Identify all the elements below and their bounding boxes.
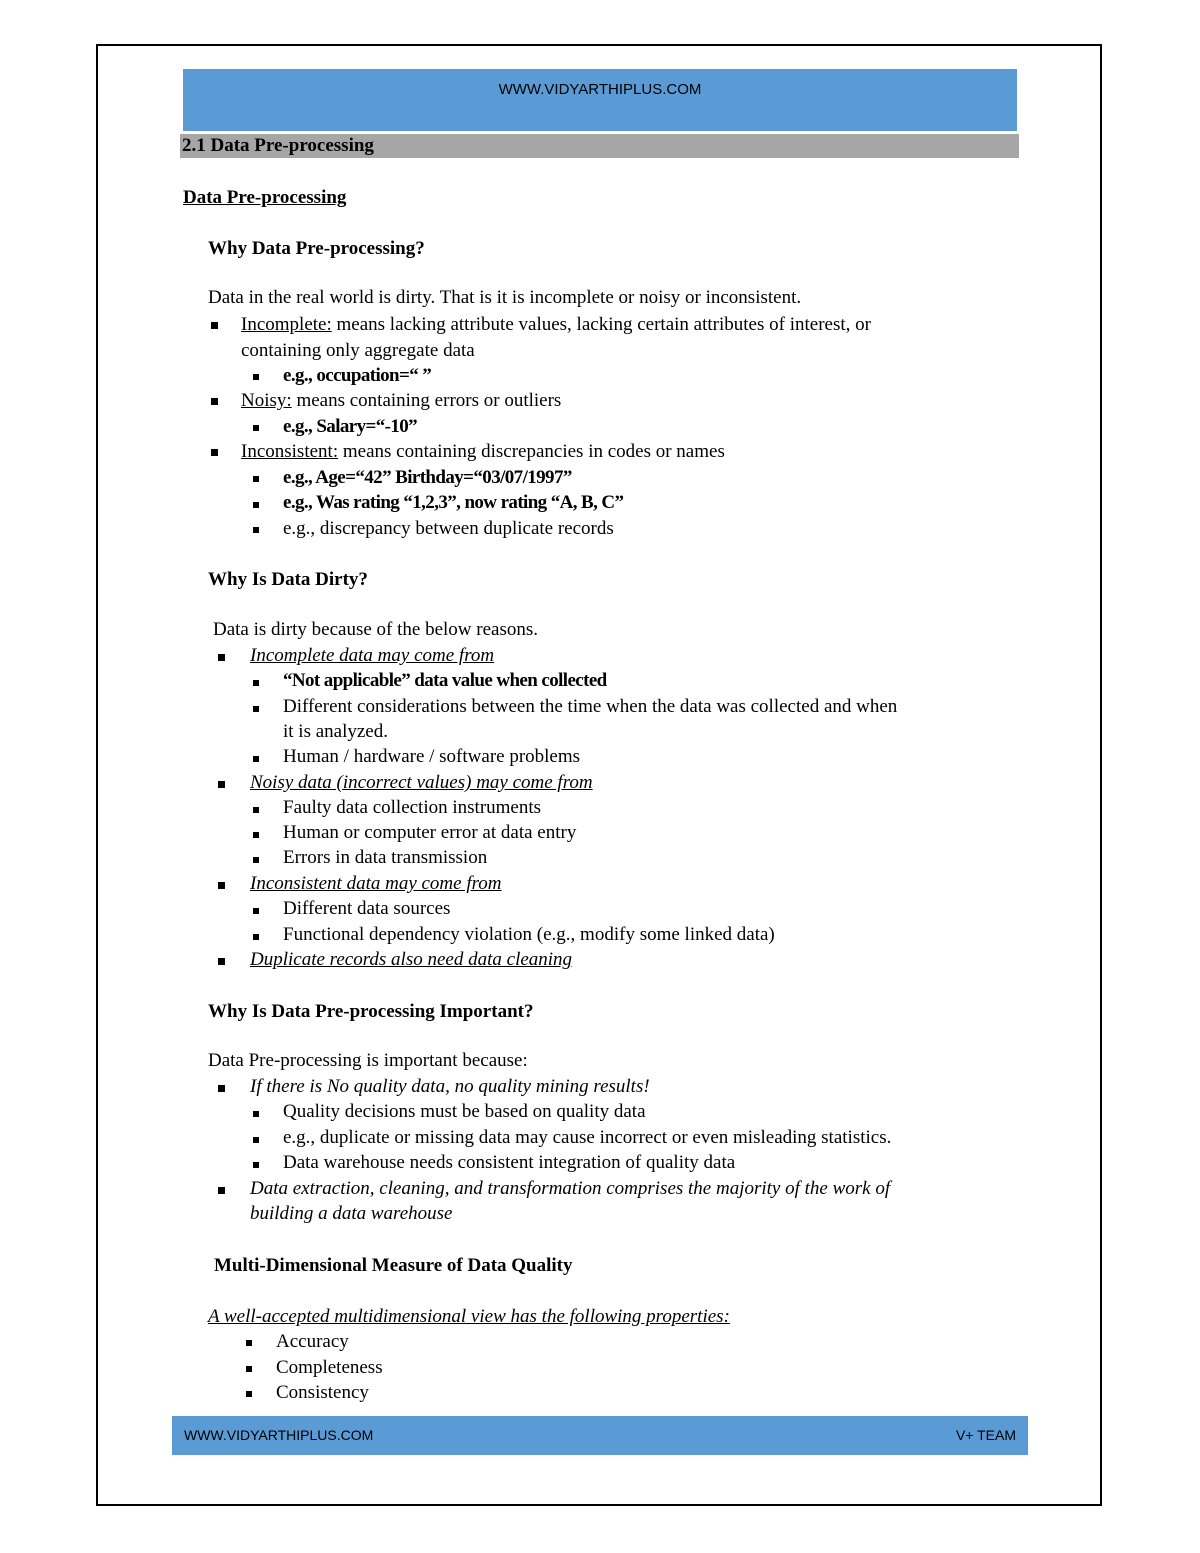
inconsistent-example-2: e.g., Was rating “1,2,3”, now rating “A, B, C” xyxy=(283,492,624,513)
dirty-intro: Data is dirty because of the below reasons. xyxy=(213,619,539,640)
noisy-line xyxy=(241,389,561,413)
noisy-label: Noisy: xyxy=(241,390,292,411)
inconsistent-example-3: e.g., discrepancy between duplicate records xyxy=(283,518,614,539)
page-border xyxy=(96,44,1102,1506)
dirty-noisy-head: Noisy data (incorrect values) may come from xyxy=(250,772,593,793)
bullet-icon xyxy=(253,680,259,686)
bullet-icon xyxy=(253,502,259,508)
dirty-inconsistent-item: Functional dependency violation (e.g., modify some linked data) xyxy=(283,924,775,945)
important-head-1: If there is No quality data, no quality mining results! xyxy=(250,1076,650,1097)
inconsistent-label: Inconsistent: xyxy=(241,441,339,462)
header-site: WWW.VIDYARTHIPLUS.COM xyxy=(498,81,702,98)
inconsistent-example-1: e.g., Age=“42” Birthday=“03/07/1997” xyxy=(283,467,572,488)
footer-band xyxy=(172,1416,1028,1455)
bullet-icon xyxy=(253,857,259,863)
why-intro: Data in the real world is dirty. That is it is incomplete or noisy or inconsistent. xyxy=(208,287,802,308)
bullet-icon xyxy=(253,706,259,712)
incomplete-line xyxy=(241,313,871,337)
bullet-icon xyxy=(246,1391,252,1397)
bullet-icon xyxy=(253,934,259,940)
main-heading: Data Pre-processing xyxy=(183,187,347,208)
heading-data-quality: Multi-Dimensional Measure of Data Quality xyxy=(214,1255,573,1276)
dirty-incomplete-head: Incomplete data may come from xyxy=(250,645,495,666)
quality-subheading: A well-accepted multidimensional view has the following properties: xyxy=(208,1306,730,1327)
dirty-incomplete-item: Different considerations between the time when the data was collected and when xyxy=(283,696,898,717)
bullet-icon xyxy=(253,476,259,482)
bullet-icon xyxy=(218,1187,225,1194)
bullet-icon xyxy=(253,527,259,533)
bullet-icon xyxy=(211,322,218,329)
heading-why-dirty: Why Is Data Dirty? xyxy=(208,569,368,590)
bullet-icon xyxy=(246,1366,252,1372)
noisy-example: e.g., Salary=“-10” xyxy=(283,416,418,437)
bullet-icon xyxy=(218,781,225,788)
header-band xyxy=(183,69,1017,131)
dirty-noisy-item: Faulty data collection instruments xyxy=(283,797,542,818)
bullet-icon xyxy=(253,807,259,813)
bullet-icon xyxy=(211,449,218,456)
bullet-icon xyxy=(253,374,259,380)
bullet-icon xyxy=(253,832,259,838)
bullet-icon xyxy=(246,1340,252,1346)
bullet-icon xyxy=(211,398,218,405)
incomplete-example: e.g., occupation=“ ” xyxy=(283,365,432,386)
inconsistent-text: means containing discrepancies in codes or names xyxy=(338,441,725,462)
section-title: 2.1 Data Pre-processing xyxy=(180,134,1019,158)
footer-team: V+ TEAM xyxy=(955,1427,1016,1443)
dirty-incomplete-item: Human / hardware / software problems xyxy=(283,746,581,767)
noisy-text: means containing errors or outliers xyxy=(291,390,562,411)
footer-site: WWW.VIDYARTHIPLUS.COM xyxy=(184,1427,374,1443)
quality-item: Consistency xyxy=(276,1382,369,1403)
incomplete-label: Incomplete: xyxy=(241,314,332,335)
dirty-incomplete-item: “Not applicable” data value when collected xyxy=(283,670,607,691)
dirty-incomplete-item-cont: it is analyzed. xyxy=(283,721,388,742)
bullet-icon xyxy=(253,908,259,914)
bullet-icon xyxy=(253,756,259,762)
important-head-2-cont: building a data warehouse xyxy=(250,1203,453,1224)
quality-item: Completeness xyxy=(276,1357,383,1378)
important-item: Data warehouse needs consistent integration of quality data xyxy=(283,1152,736,1173)
dirty-inconsistent-head: Inconsistent data may come from xyxy=(250,873,502,894)
bullet-icon xyxy=(218,958,225,965)
bullet-icon xyxy=(218,654,225,661)
bullet-icon xyxy=(253,1137,259,1143)
inconsistent-line xyxy=(241,440,725,464)
bullet-icon xyxy=(253,1162,259,1168)
important-item: Quality decisions must be based on quality data xyxy=(283,1101,646,1122)
incomplete-text: means lacking attribute values, lacking certain attributes of interest, or xyxy=(331,314,871,335)
important-intro: Data Pre-processing is important because: xyxy=(208,1050,528,1071)
heading-why-preprocessing: Why Data Pre-processing? xyxy=(208,238,425,259)
dirty-inconsistent-item: Different data sources xyxy=(283,898,451,919)
bullet-icon xyxy=(218,1085,225,1092)
bullet-icon xyxy=(253,1111,259,1117)
heading-why-important: Why Is Data Pre-processing Important? xyxy=(208,1001,534,1022)
dirty-noisy-item: Errors in data transmission xyxy=(283,847,488,868)
dirty-duplicate: Duplicate records also need data cleaning xyxy=(250,949,573,970)
dirty-noisy-item: Human or computer error at data entry xyxy=(283,822,577,843)
incomplete-text-2: containing only aggregate data xyxy=(241,340,475,361)
quality-item: Accuracy xyxy=(276,1331,349,1352)
bullet-icon xyxy=(253,425,259,431)
important-head-2: Data extraction, cleaning, and transformation comprises the majority of the work of xyxy=(250,1178,891,1199)
bullet-icon xyxy=(218,882,225,889)
important-item: e.g., duplicate or missing data may cause incorrect or even misleading statistics. xyxy=(283,1127,892,1148)
